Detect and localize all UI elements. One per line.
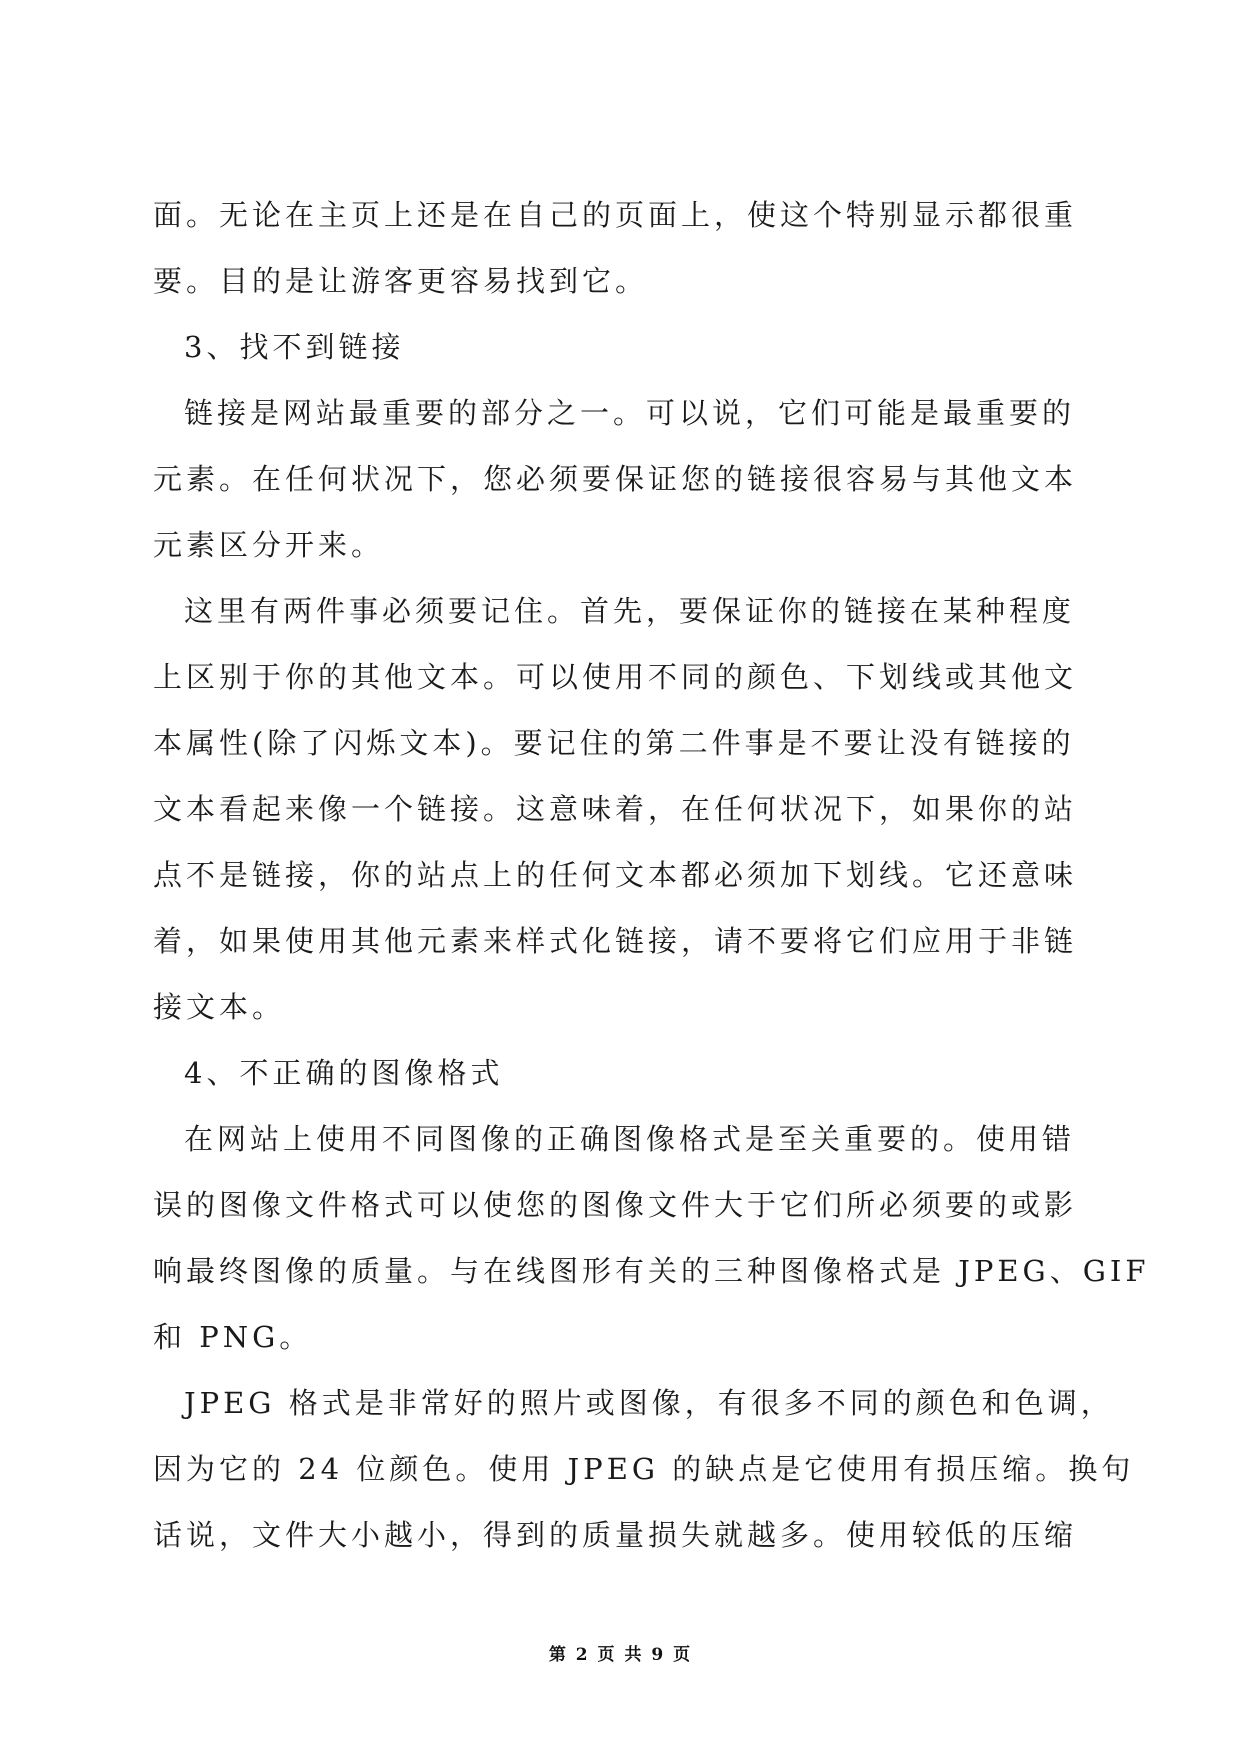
text-line: 本属性(除了闪烁文本)。要记住的第二件事是不要让没有链接的	[153, 726, 1075, 760]
text-line: 在网站上使用不同图像的正确图像格式是至关重要的。使用错	[184, 1122, 1076, 1156]
section-heading: 3、找不到链接	[184, 330, 405, 364]
text-line: 接文本。	[153, 990, 286, 1024]
text-line: 误的图像文件格式可以使您的图像文件大于它们所必须要的或影	[153, 1188, 1078, 1222]
text-line: 面。无论在主页上还是在自己的页面上，使这个特别显示都很重	[153, 198, 1078, 232]
text-line: JPEG 格式是非常好的照片或图像，有很多不同的颜色和色调，	[184, 1386, 1114, 1420]
text-line: 和 PNG。	[153, 1320, 313, 1354]
section-heading: 4、不正确的图像格式	[184, 1056, 504, 1090]
text-line: 这里有两件事必须要记住。首先，要保证你的链接在某种程度	[184, 594, 1076, 628]
text-line: 点不是链接，你的站点上的任何文本都必须加下划线。它还意味	[153, 858, 1078, 892]
text-line: 因为它的 24 位颜色。使用 JPEG 的缺点是它使用有损压缩。换句	[153, 1452, 1135, 1486]
text-line: 话说，文件大小越小，得到的质量损失就越多。使用较低的压缩	[153, 1518, 1078, 1552]
text-line: 上区别于你的其他文本。可以使用不同的颜色、下划线或其他文	[153, 660, 1078, 694]
text-line: 文本看起来像一个链接。这意味着，在任何状况下，如果你的站	[153, 792, 1078, 826]
body-text	[153, 182, 1150, 1568]
text-line: 链接是网站最重要的部分之一。可以说，它们可能是最重要的	[184, 396, 1076, 430]
text-line: 响最终图像的质量。与在线图形有关的三种图像格式是 JPEG、GIF	[153, 1254, 1150, 1288]
text-line: 要。目的是让游客更容易找到它。	[153, 264, 649, 298]
page-number-footer: 第 2 页 共 9 页	[548, 1645, 693, 1665]
text-line: 元素。在任何状况下，您必须要保证您的链接很容易与其他文本	[153, 462, 1078, 496]
text-line: 元素区分开来。	[153, 528, 385, 562]
text-line: 着，如果使用其他元素来样式化链接，请不要将它们应用于非链	[153, 924, 1078, 958]
